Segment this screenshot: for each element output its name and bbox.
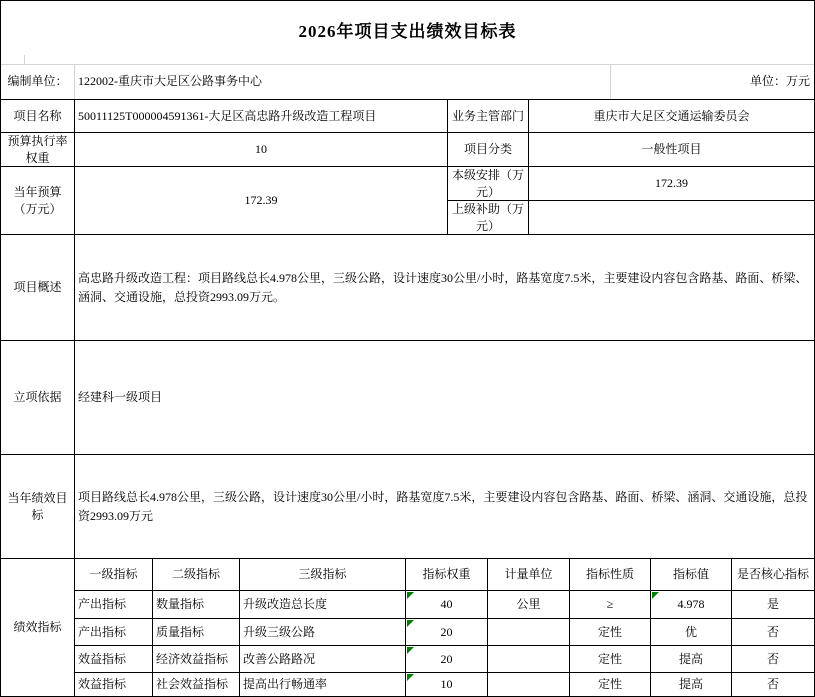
project-name-label-cell: 项目名称 (0, 99, 75, 133)
indicator-cell: 效益指标 (74, 672, 153, 697)
prepared-by-value: 122002-重庆市大足区公路事务中心 (78, 74, 262, 88)
indicator-cell: 社会效益指标 (152, 672, 240, 697)
indicator-weight: 40 (440, 597, 453, 611)
indicator-cell (405, 672, 488, 697)
basis-label-cell: 立项依据 (0, 340, 75, 455)
indicator-cell (487, 672, 570, 697)
category-label-cell: 项目分类 (447, 132, 529, 167)
indicator-cell: 数量指标 (152, 590, 240, 619)
indicator-cell: 定性 (569, 645, 651, 673)
exec-rate-value-cell: 10 (74, 132, 448, 167)
superior-subsidy-label-cell: 上级补助（万元） (447, 200, 529, 235)
indicator-cell (487, 618, 570, 646)
indicator-value: 4.978 (677, 597, 705, 611)
unit-note: 单位：万元 (749, 74, 810, 88)
indicator-header-level2: 二级指标 (152, 558, 240, 591)
indicator-cell: 否 (731, 645, 815, 673)
indicator-header-nature: 指标性质 (569, 558, 651, 591)
indicator-cell: 经济效益指标 (152, 645, 240, 673)
target-value-cell: 项目路线总长4.978公里，三级公路，设计速度30公里/小时，路基宽度7.5米，主要建设内容包含路基、路面、桥梁、涵洞、交通设施，总投资2993.09万元 (74, 454, 815, 559)
indicator-header-unit: 计量单位 (487, 558, 570, 591)
overview-value-cell: 高忠路升级改造工程：项目路线总长4.978公里，三级公路，设计速度30公里/小时，路基宽度7.5米，主要建设内容包含路基、路面、桥梁、涵洞、交通设施，总投资2993.09万元。 (74, 234, 815, 341)
superior-subsidy-value-cell (528, 200, 815, 235)
indicator-cell: 定性 (569, 672, 651, 697)
indicator-cell: 产出指标 (74, 618, 153, 646)
indicator-cell: 改善公路路况 (239, 645, 406, 673)
indicator-weight: 20 (440, 624, 453, 639)
cell-note-triangle-icon (407, 674, 414, 681)
indicator-header-weight: 指标权重 (405, 558, 488, 591)
indicator-cell: 公里 (487, 590, 570, 619)
annual-budget-label-cell: 当年预算（万元） (0, 166, 75, 235)
indicator-header-value: 指标值 (650, 558, 732, 591)
indicator-cell: 升级改造总长度 (239, 590, 406, 619)
indicators-section-label-cell: 绩效指标 (0, 558, 75, 697)
overview-label-cell: 项目概述 (0, 234, 75, 341)
indicator-cell: ≥ (569, 590, 651, 619)
gridline-vertical (24, 55, 25, 64)
project-name-value-cell: 50011125T000004591361-大足区高忠路升级改造工程项目 (74, 99, 448, 133)
indicator-cell: 是 (731, 590, 815, 619)
target-label-cell: 当年绩效目标 (0, 454, 75, 559)
cell-note-triangle-icon (407, 647, 414, 654)
indicator-cell: 产出指标 (74, 590, 153, 619)
indicator-cell (487, 645, 570, 673)
dept-value-cell: 重庆市大足区交通运输委员会 (528, 99, 815, 133)
annual-budget-value-cell: 172.39 (74, 166, 448, 235)
indicator-cell: 优 (650, 618, 732, 646)
indicator-header-core: 是否核心指标 (731, 558, 815, 591)
local-arrange-value-cell: 172.39 (528, 166, 815, 201)
page-title: 2026年项目支出绩效目标表 (298, 21, 517, 41)
exec-rate-label-cell: 预算执行率权重 (0, 132, 75, 167)
indicator-cell: 提高 (650, 645, 732, 673)
category-value-cell: 一般性项目 (528, 132, 815, 167)
prepared-by-label: 编制单位： (7, 74, 68, 88)
indicator-cell: 效益指标 (74, 645, 153, 673)
indicator-cell: 定性 (569, 618, 651, 646)
indicator-cell (650, 590, 732, 619)
indicator-cell: 否 (731, 618, 815, 646)
indicator-cell (405, 590, 488, 619)
cell-note-triangle-icon (652, 592, 659, 599)
basis-value-cell: 经建科一级项目 (74, 340, 815, 455)
local-arrange-label-cell: 本级安排（万元） (447, 166, 529, 201)
cell-note-triangle-icon (407, 620, 414, 627)
indicator-header-level1: 一级指标 (74, 558, 153, 591)
indicator-cell (405, 645, 488, 673)
indicator-cell (405, 618, 488, 646)
indicator-header-level3: 三级指标 (239, 558, 406, 591)
indicator-cell: 提高 (650, 672, 732, 697)
indicator-cell: 否 (731, 672, 815, 697)
indicator-cell: 质量指标 (152, 618, 240, 646)
cell-note-triangle-icon (407, 592, 414, 599)
indicator-cell: 升级三级公路 (239, 618, 406, 646)
indicator-cell: 提高出行畅通率 (239, 672, 406, 697)
indicator-weight: 10 (440, 677, 453, 691)
dept-label-cell: 业务主管部门 (447, 99, 529, 133)
indicator-weight: 20 (440, 651, 453, 666)
